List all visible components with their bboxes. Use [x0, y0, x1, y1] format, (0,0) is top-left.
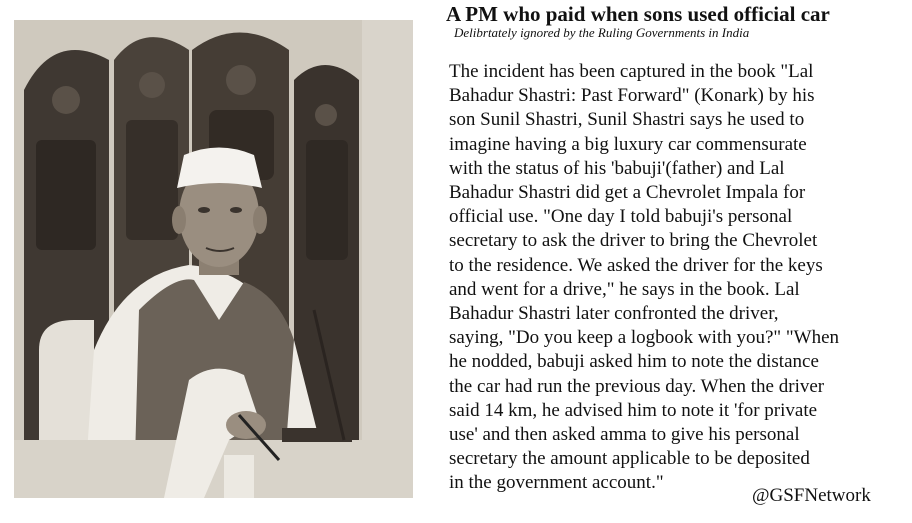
subheadline: Delibrtately ignored by the Ruling Governments in India: [454, 25, 750, 40]
article-body: [449, 60, 909, 496]
body-line: use' and then asked amma to give his personal: [449, 424, 800, 446]
portrait-illustration: [14, 20, 413, 498]
social-handle: @GSFNetwork: [752, 485, 871, 506]
body-line: official use. "One day I told babuji's personal: [449, 206, 793, 228]
body-line: in the government account.": [449, 472, 664, 494]
body-line: saying, "Do you keep a logbook with you?" "When: [449, 327, 840, 349]
body-line: to the residence. We asked the driver for the keys: [449, 254, 823, 276]
body-line: The incident has been captured in the book "Lal: [449, 61, 814, 82]
body-line: and went for a drive," he says in the book. Lal: [449, 278, 800, 300]
body-line: secretary to ask the driver to bring the Chevrolet: [449, 230, 818, 252]
body-line: the car had run the previous day. When the driver: [449, 375, 825, 397]
body-line: with the status of his 'babuji'(father) and Lal: [449, 157, 785, 179]
body-line: Bahadur Shastri later confronted the driver,: [449, 303, 779, 325]
body-line: Bahadur Shastri: Past Forward" (Konark) by his: [449, 85, 815, 107]
cap: [177, 148, 262, 189]
headline: A PM who paid when sons used official car: [446, 2, 830, 26]
bottle: [224, 455, 254, 498]
body-line: son Sunil Shastri, Sunil Shastri says he used to: [449, 109, 805, 131]
wall: [362, 20, 413, 498]
body-line: he nodded, babuji asked him to note the distance: [449, 351, 819, 373]
body-line: Bahadur Shastri did get a Chevrolet Impala for: [449, 182, 806, 204]
body-line: said 14 km, he advised him to note it 'for private: [449, 399, 818, 421]
body-line: secretary the amount applicable to be deposited: [449, 448, 810, 470]
body-line: imagine having a big luxury car commensurate: [449, 133, 807, 155]
portrait-photo: [14, 20, 413, 498]
